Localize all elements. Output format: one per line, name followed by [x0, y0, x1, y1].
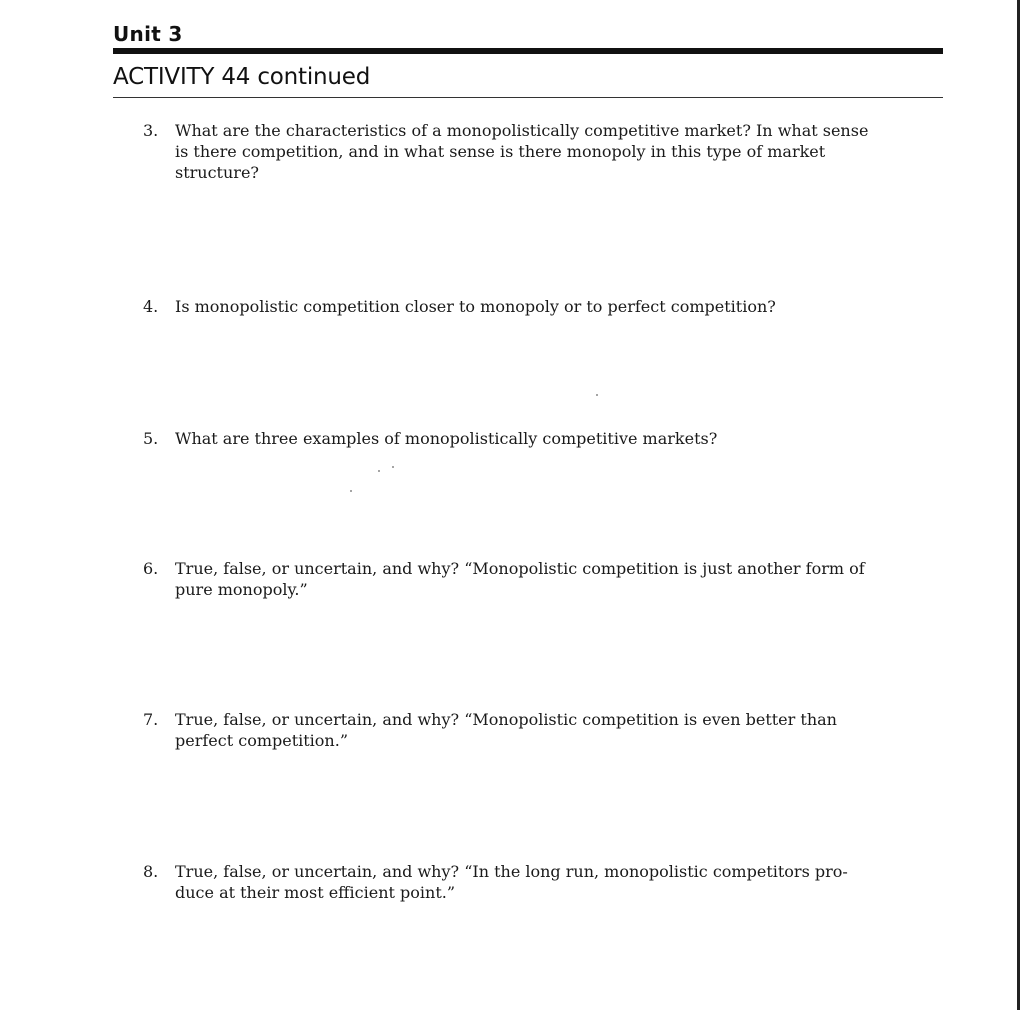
question-text: True, false, or uncertain, and why? “Monopolistic competition is even better than perfect competition.”: [175, 710, 837, 750]
scan-speck: [350, 490, 352, 492]
unit-label: Unit 3: [113, 22, 183, 46]
question-number: 3.: [143, 121, 159, 140]
question-4: [143, 296, 883, 317]
activity-title: ACTIVITY 44 continued: [113, 64, 371, 90]
question-number: 7.: [143, 710, 159, 729]
question-number: 8.: [143, 862, 159, 881]
question-7: [143, 709, 883, 751]
scan-speck: [378, 470, 380, 472]
page-edge-border: [1017, 0, 1020, 1010]
question-text: Is monopolistic competition closer to monopoly or to perfect competition?: [175, 297, 776, 316]
header-thin-rule: [113, 97, 943, 98]
question-text: What are the characteristics of a monopolistically competitive market? In what sense is there competition, and in what sense is there monopoly in this type of market structure?: [175, 121, 869, 182]
question-5: [143, 428, 883, 449]
scan-speck: [392, 466, 394, 468]
question-6: [143, 558, 883, 600]
question-3: [143, 120, 883, 183]
header-thick-rule: [113, 48, 943, 54]
question-text: True, false, or uncertain, and why? “Monopolistic competition is just another form of pure monopoly.”: [175, 559, 865, 599]
question-number: 5.: [143, 429, 159, 448]
scan-speck: [596, 394, 598, 396]
question-number: 6.: [143, 559, 159, 578]
question-text: True, false, or uncertain, and why? “In the long run, monopolistic competitors pro-duce at their most efficient point.”: [175, 862, 848, 902]
question-number: 4.: [143, 297, 159, 316]
question-8: [143, 861, 883, 903]
question-text: What are three examples of monopolistically competitive markets?: [175, 429, 718, 448]
